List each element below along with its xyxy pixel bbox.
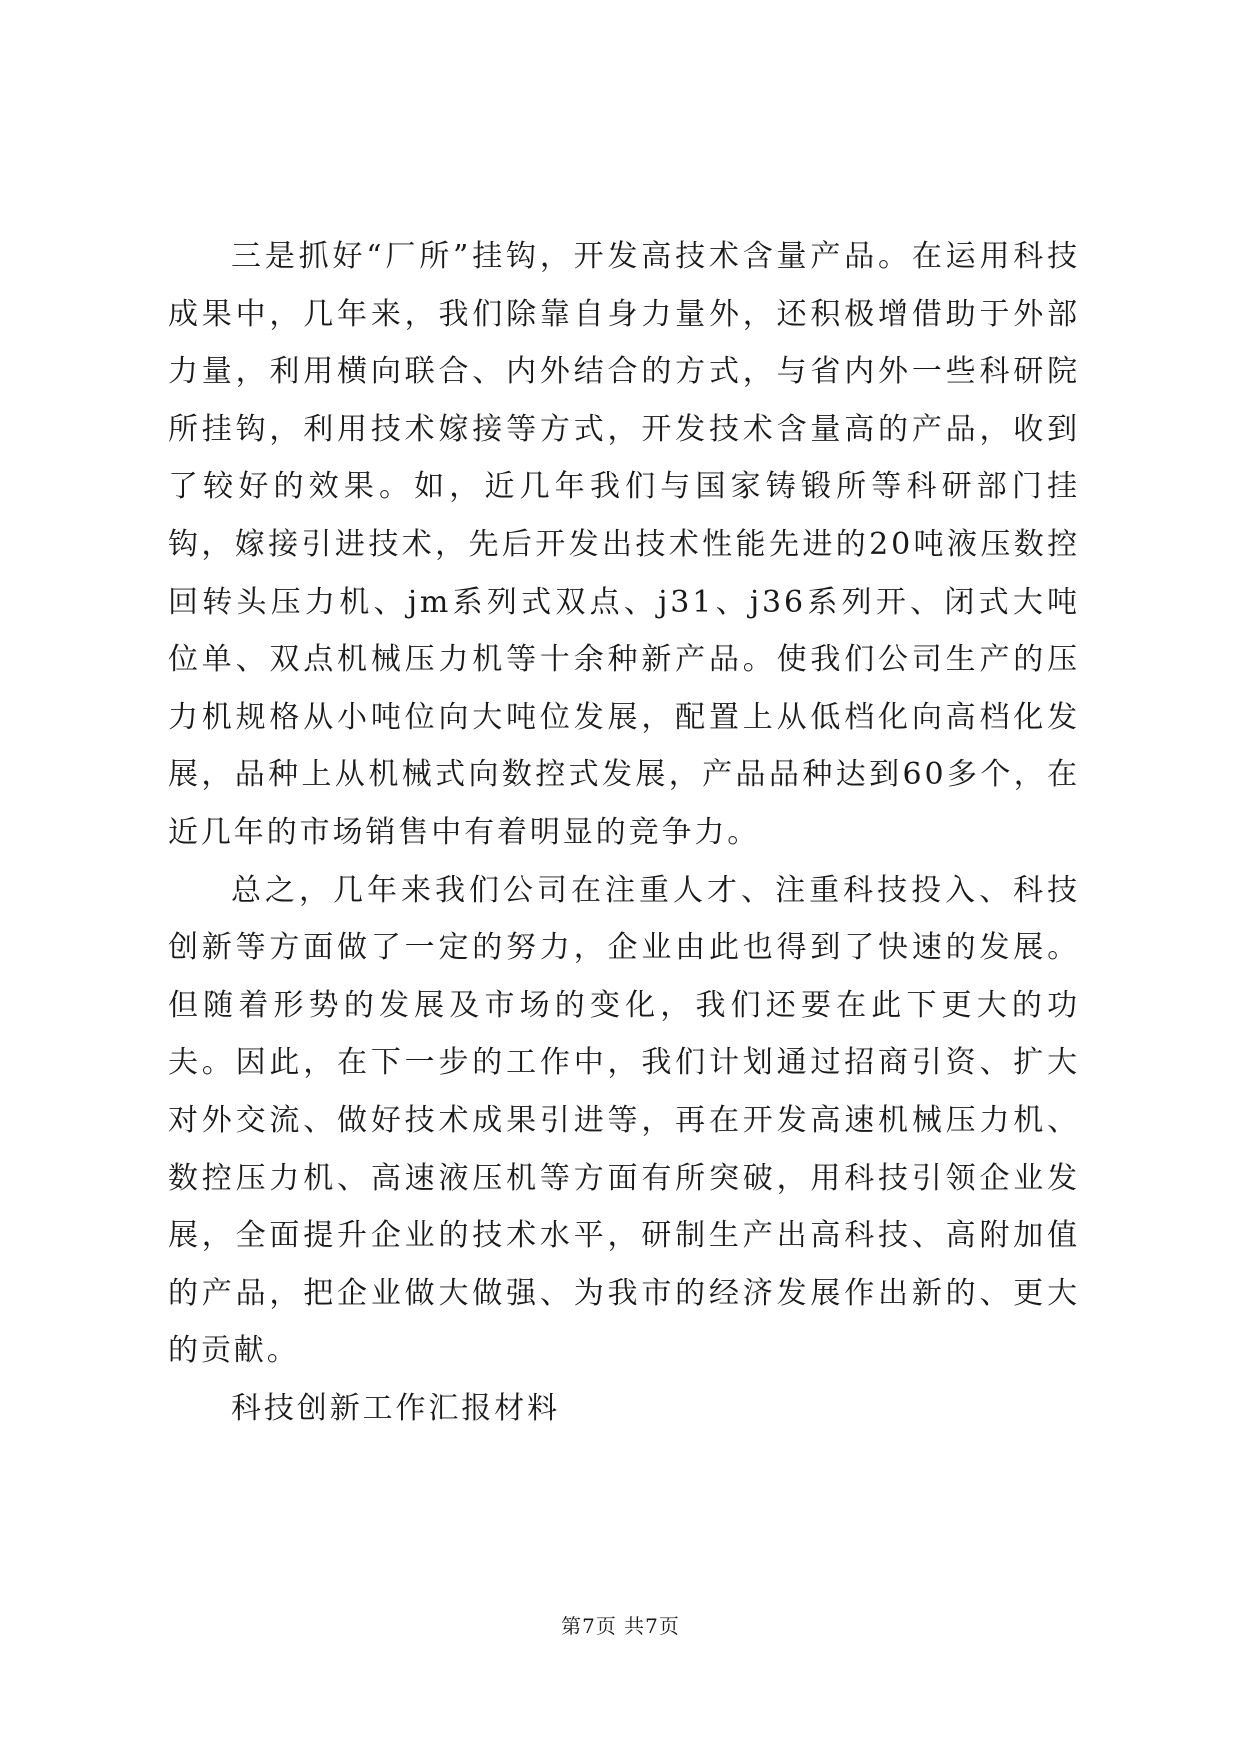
paragraph-summary: 总之，几年来我们公司在注重人才、注重科技投入、科技创新等方面做了一定的努力，企业由此也得到了快速的发展。但随着形势的发展及市场的变化，我们还要在此下更大的功夫。因此，在下一步的工作中，我们计划通过招商引资、扩大对外交流、做好技术成果引进等，再在开发高速机械压力机、数控压力机、高速液压机等方面有所突破，用科技引领企业发展，全面提升企业的技术水平，研制生产出高科技、高附加值的产品，把企业做大做强、为我市的经济发展作出新的、更大的贡献。 xyxy=(168,872,1080,1369)
document-body xyxy=(168,228,1080,1437)
paragraph-factory-institute-linkage: 三是抓好“厂所”挂钩，开发高技术含量产品。在运用科技成果中，几年来，我们除靠自身力量外，还积极增借助于外部力量，利用横向联合、内外结合的方式，与省内外一些科研院所挂钩，利用技术嫁接等方式，开发技术含量高的产品，收到了较好的效果。如，近几年我们与国家铸锻所等科研部门挂钩，嫁接引进技术，先后开发出技术性能先进的20吨液压数控回转头压力机、jm系列式双点、j31、j36系列开、闭式大吨位单、双点机械压力机等十余种新产品。使我们公司生产的压力机规格从小吨位向大吨位发展，配置上从低档化向高档化发展，品种上从机械式向数控式发展，产品品种达到60多个，在近几年的市场销售中有着明显的竞争力。 xyxy=(168,239,1080,850)
page-number-footer: 第7页 共7页 xyxy=(561,1614,680,1638)
paragraph-document-title: 科技创新工作汇报材料 xyxy=(231,1390,560,1426)
